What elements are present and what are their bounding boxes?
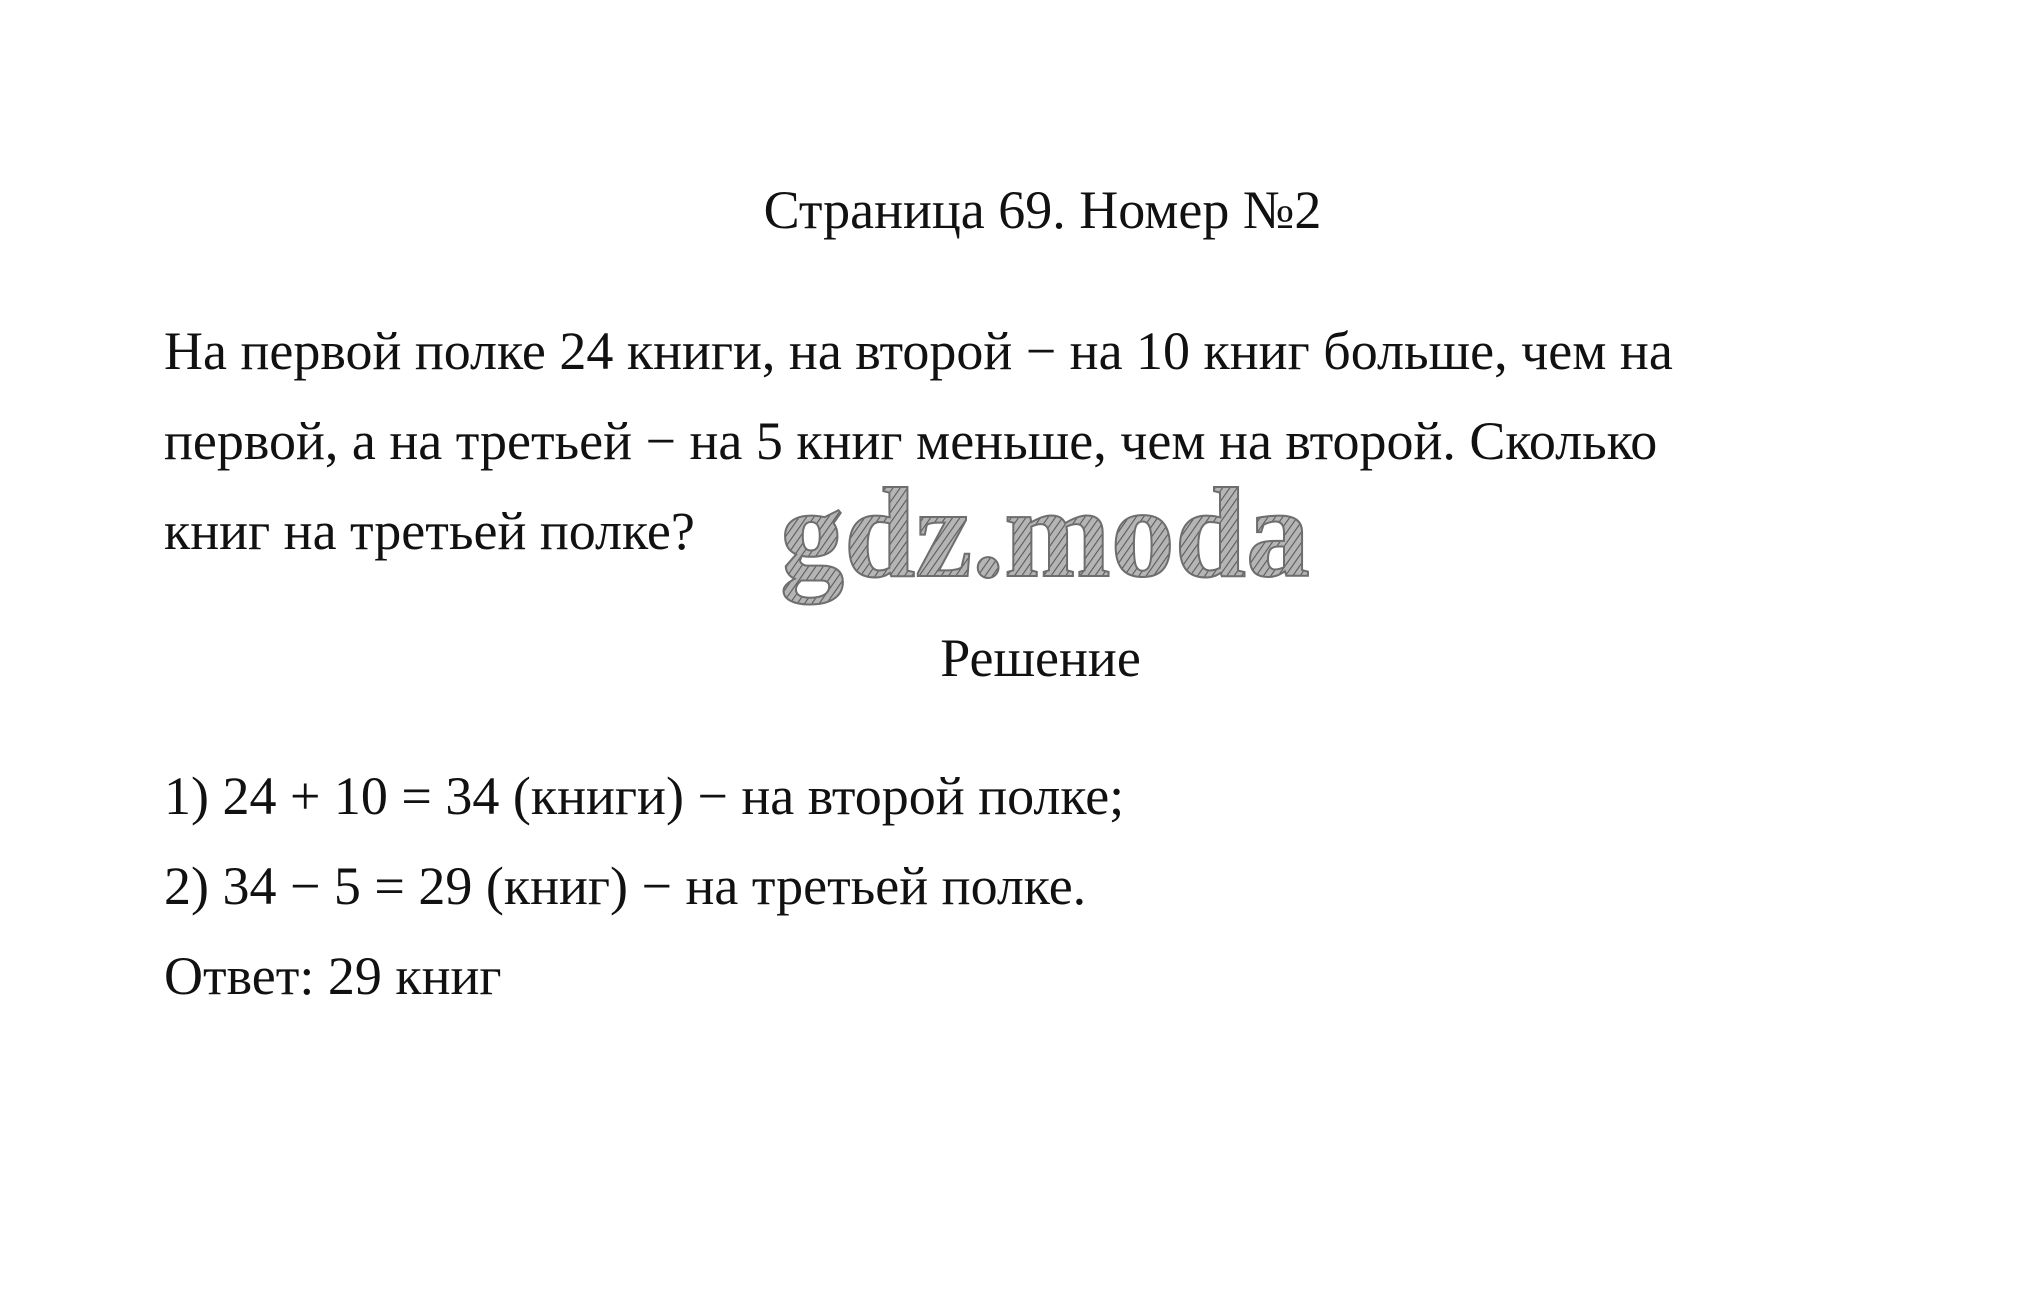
solution-step: 1) 24 + 10 = 34 (книги) − на второй полке; <box>164 766 1125 826</box>
solution-body <box>164 751 1884 1021</box>
solution-heading: Решение <box>940 628 1141 688</box>
watermark-logo <box>745 468 1345 618</box>
page-title: Страница 69. Номер №2 <box>763 180 1322 240</box>
problem-line: книг на третьей полке? <box>164 501 695 561</box>
problem-line: первой, а на третьей − на 5 книг меньше, чем на второй. Сколько <box>164 411 1658 471</box>
solution-step: 2) 34 − 5 = 29 (книг) − на третьей полке. <box>164 856 1087 916</box>
answer-line: Ответ: 29 книг <box>164 946 502 1006</box>
problem-line: На первой полке 24 книги, на второй − на 10 книг больше, чем на <box>164 321 1673 381</box>
svg-text:gdz.moda: gdz.moda <box>780 468 1310 604</box>
